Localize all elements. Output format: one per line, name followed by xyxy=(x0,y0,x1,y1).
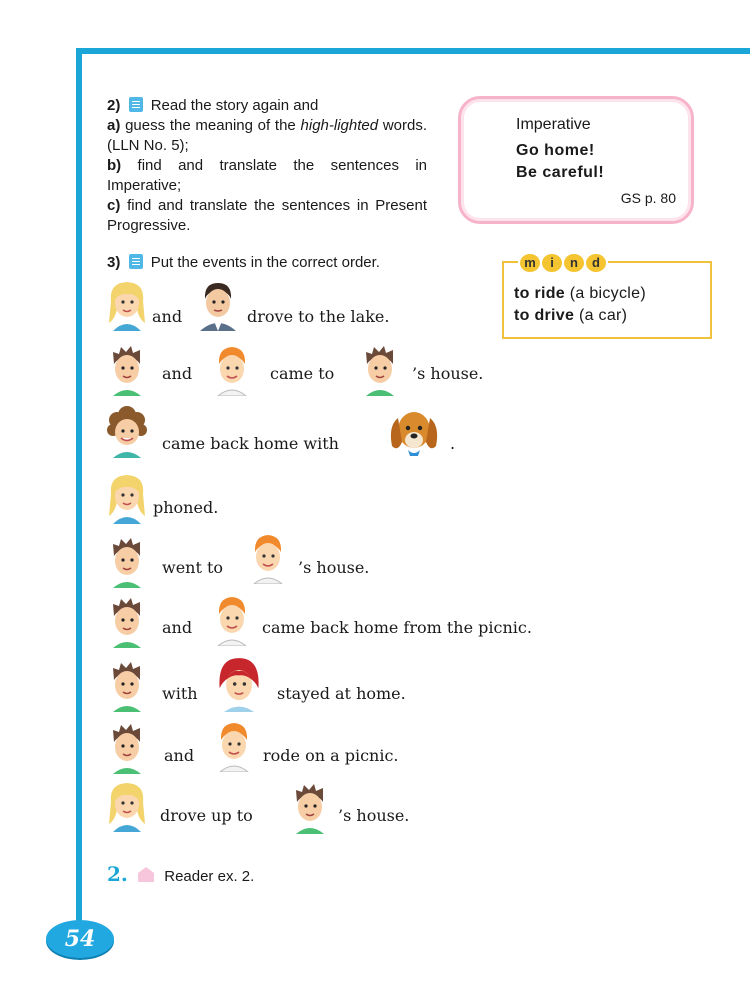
task-3-text: Put the events in the correct order. xyxy=(150,254,380,271)
mind-line-1-object: (a bicycle) xyxy=(569,285,646,302)
task-3-number: 3) xyxy=(107,254,121,271)
task-2a-text: guess the meaning of the xyxy=(125,117,296,134)
reader-text: Reader ex. 2. xyxy=(164,868,255,885)
grammar-reference: GS p. 80 xyxy=(620,190,676,206)
event-row-6 xyxy=(0,598,750,648)
imperative-title: Imperative xyxy=(516,116,591,133)
mind-badge-d: d xyxy=(586,254,606,272)
girl-curly-icon xyxy=(105,406,149,458)
event-9-word-2: ’s house. xyxy=(338,806,410,825)
event-row-9 xyxy=(0,786,750,836)
event-row-1 xyxy=(0,285,750,335)
mind-line-2-object: (a car) xyxy=(578,307,628,324)
event-row-2 xyxy=(0,346,750,396)
boy-brown-icon xyxy=(105,596,149,648)
task-2c-text: find and translate the sentences in Present Progressive. xyxy=(107,197,427,234)
event-7-word-2: stayed at home. xyxy=(277,684,406,703)
event-8-word-2: rode on a picnic. xyxy=(263,746,399,765)
event-2-word-3: ’s house. xyxy=(412,364,484,383)
imperative-box xyxy=(454,92,698,228)
boy-brown-icon xyxy=(358,344,402,396)
event-3-word-2: . xyxy=(450,434,456,453)
event-7-word-1: with xyxy=(162,684,198,703)
boy-ginger-icon xyxy=(210,344,254,396)
frame-top-bar xyxy=(76,48,750,54)
task-3-heading xyxy=(107,254,380,271)
page-number: 54 xyxy=(64,926,96,952)
father-icon xyxy=(196,279,240,331)
reader-number: 2. xyxy=(107,862,128,886)
boy-brown-icon xyxy=(105,660,149,712)
dog-icon xyxy=(386,406,442,458)
book-icon xyxy=(129,254,143,269)
event-6-word-1: and xyxy=(162,618,193,637)
imperative-example-2: Be careful! xyxy=(516,164,605,181)
event-5-word-2: ’s house. xyxy=(298,558,370,577)
mind-badge-n: n xyxy=(564,254,584,272)
boy-brown-icon xyxy=(288,782,332,834)
boy-ginger-icon xyxy=(212,720,256,772)
event-9-word-1: drove up to xyxy=(160,806,253,825)
task-2-number: 2) xyxy=(107,97,121,114)
event-1-word-1: and xyxy=(152,307,183,326)
event-row-4 xyxy=(0,478,750,528)
task-2-intro: Read the story again and xyxy=(150,97,319,114)
mind-line-2-verb: to drive xyxy=(514,307,575,324)
event-row-5 xyxy=(0,538,750,588)
book-icon xyxy=(129,97,143,112)
boy-ginger-icon xyxy=(210,594,254,646)
boy-brown-icon xyxy=(105,536,149,588)
event-2-word-2: came to xyxy=(270,364,335,383)
task-2b-text: find and translate the sentences in Imperative; xyxy=(107,157,427,194)
task-2c-label: c) xyxy=(107,197,121,214)
boy-brown-icon xyxy=(105,722,149,774)
event-2-word-1: and xyxy=(162,364,193,383)
boy-brown-icon xyxy=(105,344,149,396)
event-row-3 xyxy=(0,414,750,464)
girl-blonde-icon xyxy=(105,279,149,331)
mind-badge-m: m xyxy=(520,254,540,272)
mind-badges xyxy=(518,254,608,272)
event-row-8 xyxy=(0,726,750,776)
girl-blonde-icon xyxy=(105,472,149,524)
house-icon xyxy=(138,867,154,882)
task-2a-tail: words. (LLN No. 5); xyxy=(107,117,427,154)
event-6-word-2: came back home from the picnic. xyxy=(262,618,532,637)
task-2-block xyxy=(107,96,427,236)
girl-blonde-icon xyxy=(105,780,149,832)
event-8-word-1: and xyxy=(164,746,195,765)
task-2b-label: b) xyxy=(107,157,122,174)
mother-red-hair-icon xyxy=(214,656,264,712)
mind-line-1-verb: to ride xyxy=(514,285,565,302)
event-row-7 xyxy=(0,664,750,714)
task-2a-emphasis: high-lighted xyxy=(300,117,379,134)
event-3-word-1: came back home with xyxy=(162,434,339,453)
reader-task xyxy=(107,862,254,886)
event-5-word-1: went to xyxy=(162,558,224,577)
imperative-example-1: Go home! xyxy=(516,142,595,159)
boy-ginger-icon xyxy=(246,532,290,584)
event-4-word-1: phoned. xyxy=(153,498,219,517)
mind-badge-i: i xyxy=(542,254,562,272)
event-1-word-2: drove to the lake. xyxy=(247,307,390,326)
page-number-badge xyxy=(46,920,114,958)
task-2a-label: a) xyxy=(107,117,121,134)
